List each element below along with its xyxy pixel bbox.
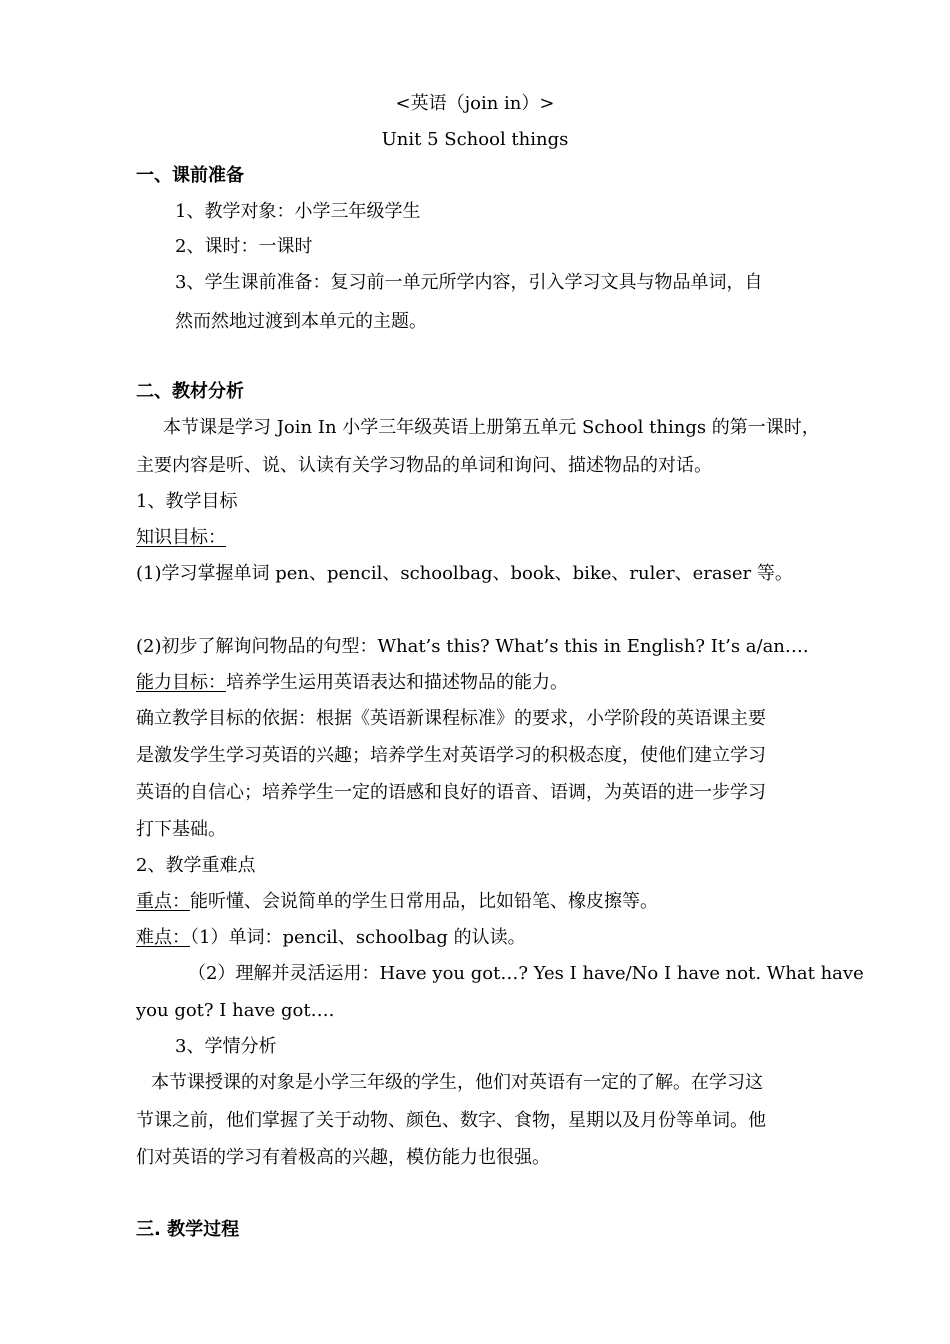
prep-item-student-prep: 3、学生课前准备：复习前一单元所学内容，引入学习文具与物品单词，自 <box>175 272 763 293</box>
key-point <box>136 889 658 915</box>
difficult-point <box>136 925 526 951</box>
key-point-text: 能听懂、会说简单的学生日常用品，比如铅笔、橡皮擦等。 <box>190 891 658 912</box>
goal-basis-line-3: 英语的自信心；培养学生一定的语感和良好的语音、语调，为英语的进一步学习 <box>136 782 766 803</box>
goal-basis-line-1: 确立教学目标的依据：根据《英语新课程标准》的要求，小学阶段的英语课主要 <box>136 708 766 729</box>
document-subject: <英语（join in）> <box>395 93 555 114</box>
ability-goal-label: 能力目标： <box>136 672 226 693</box>
goal-basis-line-4: 打下基础。 <box>136 819 226 840</box>
section-heading-process: 三. 教学过程 <box>136 1219 240 1240</box>
section-heading-analysis: 二、教材分析 <box>136 381 244 402</box>
document-title: Unit 5 School things <box>381 129 569 150</box>
analysis-intro-line-2: 主要内容是听、说、认读有关学习物品的单词和询问、描述物品的对话。 <box>136 455 712 476</box>
ability-goal-text: 培养学生运用英语表达和描述物品的能力。 <box>226 672 568 693</box>
prep-item-target: 1、教学对象：小学三年级学生 <box>175 201 421 222</box>
difficult-point-1: （1）单词：pencil、schoolbag 的认读。 <box>190 927 526 948</box>
difficult-point-2a: （2）理解并灵活运用：Have you got…? Yes I have/No I have not. What have <box>188 963 864 984</box>
difficult-point-label: 难点： <box>136 927 190 948</box>
key-point-label: 重点： <box>136 891 190 912</box>
analysis-intro-line-1: 本节课是学习 Join In 小学三年级英语上册第五单元 School things 的第一课时， <box>163 417 820 438</box>
keypoints-title: 2、教学重难点 <box>136 855 256 876</box>
learner-analysis-line-3: 们对英语的学习有着极高的兴趣，模仿能力也很强。 <box>136 1147 550 1168</box>
knowledge-goal-1: (1)学习掌握单词 pen、pencil、schoolbag、book、bike、ruler、eraser 等。 <box>136 563 793 584</box>
knowledge-goal-2: (2)初步了解询问物品的句型：What’s this? What’s this in English? It’s a/an…. <box>136 636 809 657</box>
prep-item-student-prep-cont: 然而然地过渡到本单元的主题。 <box>175 311 427 332</box>
learner-analysis-line-1: 本节课授课的对象是小学三年级的学生，他们对英语有一定的了解。在学习这 <box>151 1072 763 1093</box>
learner-analysis-title: 3、学情分析 <box>175 1036 277 1057</box>
goal-basis-line-2: 是激发学生学习英语的兴趣；培养学生对英语学习的积极态度，使他们建立学习 <box>136 745 766 766</box>
teaching-goals-title: 1、教学目标 <box>136 491 238 512</box>
knowledge-goal-label: 知识目标： <box>136 527 226 548</box>
prep-item-period: 2、课时：一课时 <box>175 236 313 257</box>
learner-analysis-line-2: 节课之前，他们掌握了关于动物、颜色、数字、食物，星期以及月份等单词。他 <box>136 1110 766 1131</box>
ability-goal <box>136 670 568 696</box>
difficult-point-2b: you got? I have got…. <box>136 1000 335 1021</box>
section-heading-preparation: 一、课前准备 <box>136 165 244 186</box>
